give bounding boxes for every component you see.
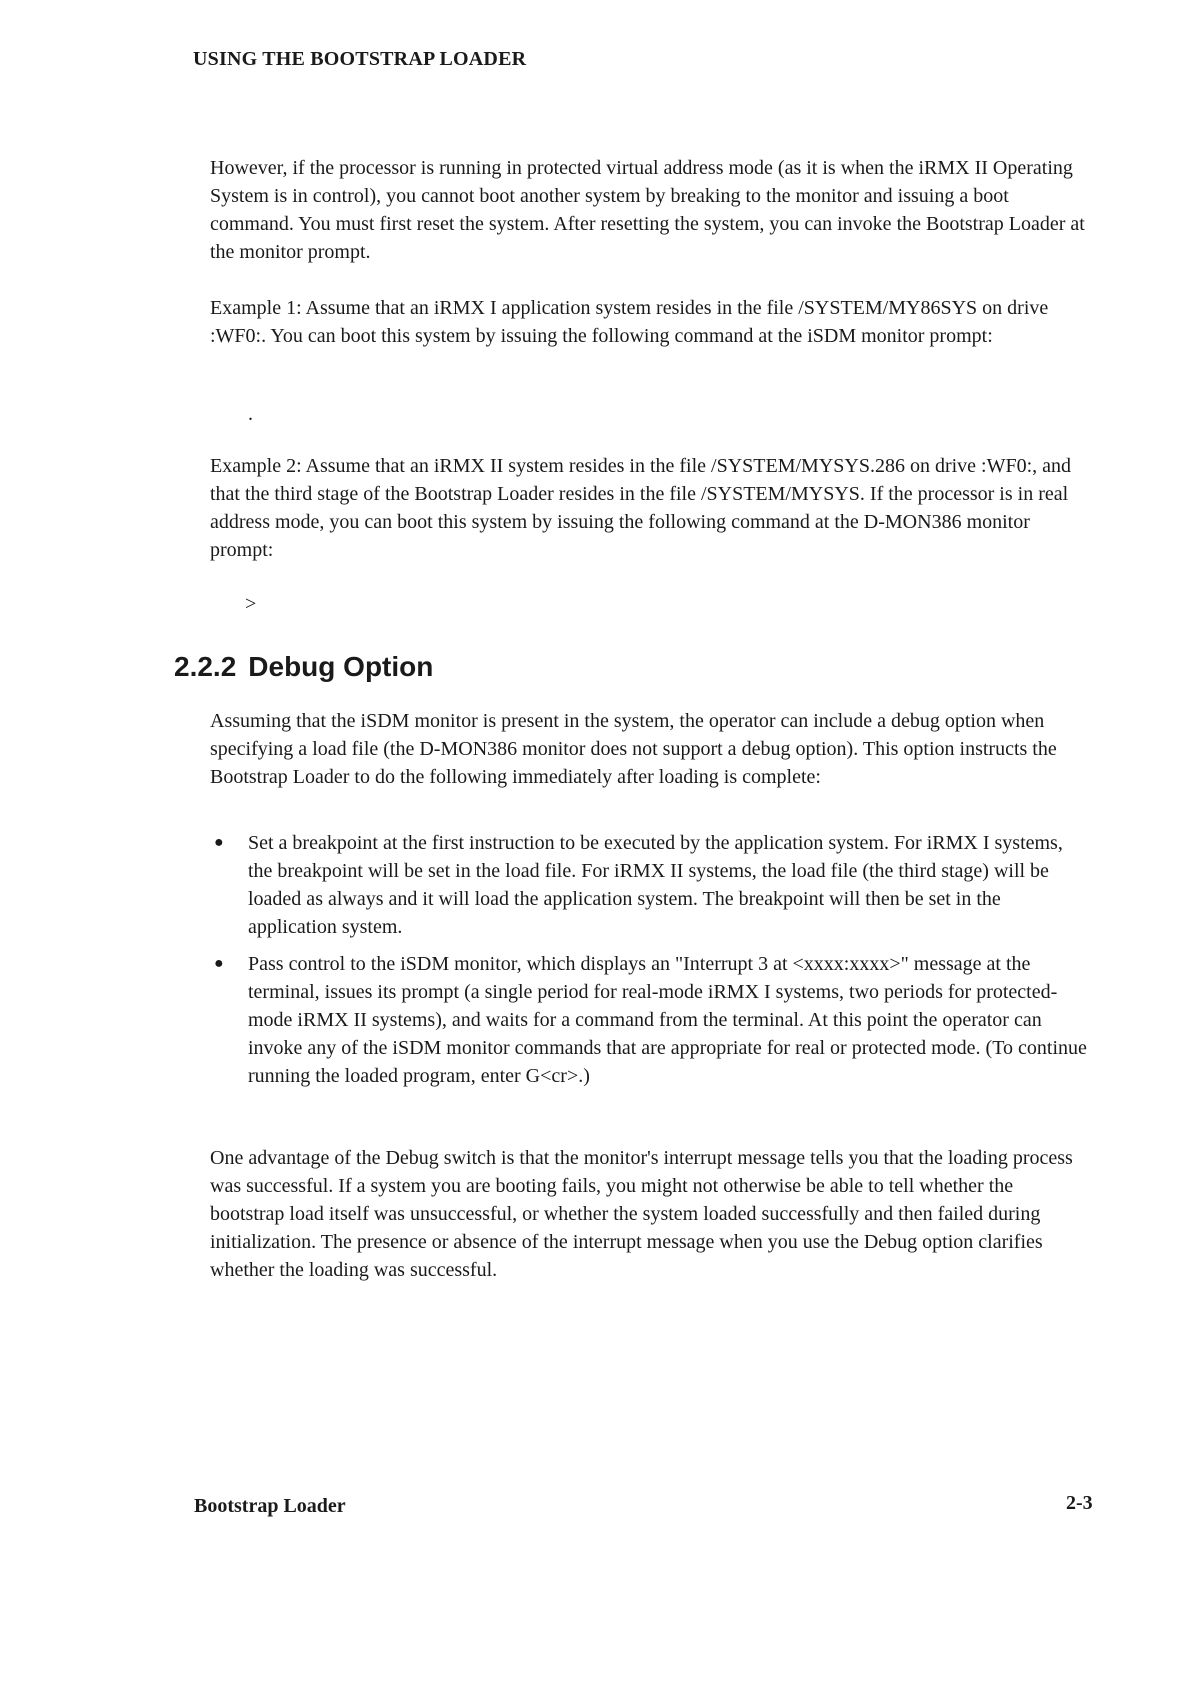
example-1-monitor-prompt: . [248, 403, 253, 425]
section-title: Debug Option [248, 651, 434, 682]
intro-paragraph: However, if the processor is running in protected virtual address mode (as it is when the iRMX II Operating System is in control), you cannot boot another system by breaking to the monitor and issuing a boot command. You must first reset the system. After resetting the system, you can invoke the Bootstrap Loader at the monitor prompt. [210, 157, 1085, 263]
list-item-text: Set a breakpoint at the first instruction to be executed by the application system. For iRMX I systems, the breakpoint will be set in the load file. For iRMX II systems, the load file (the third stage) will be loaded as always and it will load the application system. The breakpoint will then be set in the application system. [248, 832, 1063, 938]
example-2-monitor-prompt: > [245, 593, 257, 615]
running-header: USING THE BOOTSTRAP LOADER [193, 48, 527, 70]
example-1-paragraph: Example 1: Assume that an iRMX I application system resides in the file /SYSTEM/MY86SYS on drive :WF0:. You can boot this system by issuing the following command at the iSDM monitor prompt: [210, 297, 1049, 347]
section-heading [174, 650, 433, 684]
list-item [210, 829, 1090, 941]
debug-actions-list [210, 829, 1090, 1099]
debug-option-intro: Assuming that the iSDM monitor is present in the system, the operator can include a debug option when specifying a load file (the D-MON386 monitor does not support a debug option). This option instructs the Bootstrap Loader to do the following immediately after loading is complete: [210, 710, 1057, 788]
footer-title: Bootstrap Loader [194, 1495, 346, 1517]
list-item-text: Pass control to the iSDM monitor, which displays an "Interrupt 3 at <xxxx:xxxx>" message at the terminal, issues its prompt (a single period for real-mode iRMX I systems, two periods for protected-mode iRMX II systems), and waits for a command from the terminal. At this point the operator can invoke any of the iSDM monitor commands that are appropriate for real or protected mode. (To continue running the loaded program, enter G<cr>.) [248, 953, 1087, 1087]
debug-option-conclusion: One advantage of the Debug switch is that the monitor's interrupt message tells you that the loading process was successful. If a system you are booting fails, you might not otherwise be able to tell whether the bootstrap load itself was unsuccessful, or whether the system loaded successfully and then failed during initialization. The presence or absence of the interrupt message when you use the Debug option clarifies whether the loading was successful. [210, 1147, 1073, 1281]
bullet-icon: ● [214, 955, 224, 972]
section-number: 2.2.2 [174, 651, 237, 682]
list-item [210, 950, 1090, 1090]
example-2-paragraph: Example 2: Assume that an iRMX II system resides in the file /SYSTEM/MYSYS.286 on drive :WF0:, and that the third stage of the Bootstrap Loader resides in the file /SYSTEM/MYSYS. If the processor is in real address mode, you can boot this system by issuing the following command at the D-MON386 monitor prompt: [210, 455, 1072, 561]
page-number: 2-3 [1066, 1492, 1093, 1514]
bullet-icon: ● [214, 834, 224, 851]
